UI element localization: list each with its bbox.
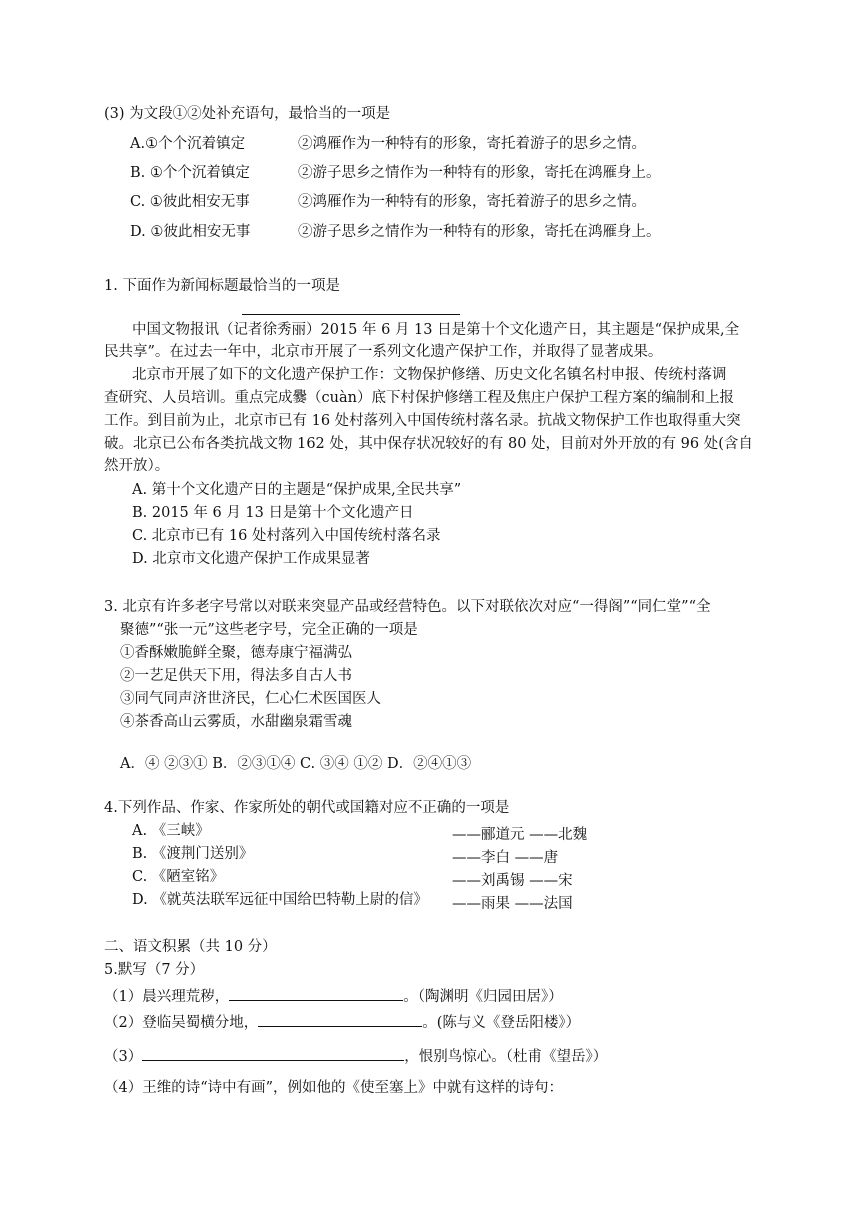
passage-line: 破。北京已公布各类抗战文物 162 处，其中保存状况较好的有 80 处，目前对外开放的有 96 处(含自: [104, 436, 753, 452]
fill-blank[interactable]: [142, 1046, 404, 1061]
q4-row-a-author: ——郦道元 ——北魏: [452, 827, 588, 843]
dictation-prefix: （1）晨兴理荒秽，: [104, 989, 230, 1005]
question-stem: (3) 为文段①②处补充语句，最恰当的一项是: [104, 106, 391, 122]
option-c-text: ②鸿雁作为一种特有的形象，寄托着游子的思乡之情。: [298, 194, 646, 210]
fill-blank[interactable]: [229, 986, 403, 1001]
section-heading: 二、语文积累（共 10 分）: [104, 939, 277, 955]
option-b-text: ②游子思乡之情作为一种特有的形象，寄托在鸿雁身上。: [298, 165, 661, 181]
dictation-item-1: [104, 986, 563, 1006]
q4-row-a-work: A. 《三峡》: [132, 823, 210, 839]
q3-stem-line1: 3. 北京有许多老字号常以对联来突显产品或经营特色。以下对联依次对应“一得阁”“同仁堂”“全: [104, 599, 711, 615]
q3-stem-line2: 聚德”“张一元”这些老字号，完全正确的一项是: [120, 622, 418, 638]
q4-stem: 4.下列作品、作家、作家所处的朝代或国籍对应不正确的一项是: [104, 800, 510, 816]
dictation-item-4: （4）王维的诗“诗中有画”，例如他的《使至塞上》中就有这样的诗句：: [104, 1080, 564, 1096]
q1-option-c: C. 北京市已有 16 处村落列入中国传统村落名录: [132, 528, 441, 544]
couplet-2: ②一艺足供天下用，得法多自古人书: [120, 668, 352, 684]
dictation-suffix: 。(陈与义《登岳阳楼》）: [422, 1015, 581, 1031]
couplet-4: ④茶香高山云雾质，水甜幽泉霜雪魂: [120, 714, 352, 730]
q4-row-b-work: B. 《渡荆门送别》: [132, 846, 254, 862]
q1-option-a: A. 第十个文化遗产日的主题是“保护成果,全民共享”: [132, 482, 462, 498]
dictation-item-2: [104, 1012, 580, 1032]
option-c-label: C. ①彼此相安无事: [130, 194, 250, 210]
q4-row-c-work: C. 《陋室铭》: [132, 869, 225, 885]
passage-line: 北京市开展了如下的文化遗产保护工作：文物保护修缮、历史文化名镇名村申报、传统村落调: [132, 367, 727, 383]
q1-option-b: B. 2015 年 6 月 13 日是第十个文化遗产日: [132, 505, 414, 521]
passage-line: 查研究、人员培训。重点完成爨（cuàn）底下村保护修缮工程及焦庄户保护工程方案的编制和上报: [104, 390, 734, 406]
couplet-1: ①香酥嫩脆鲜全聚，德寿康宁福满弘: [120, 645, 352, 661]
dictation-suffix: 。（陶渊明《归园田居》）: [403, 989, 563, 1005]
option-d-text: ②游子思乡之情作为一种特有的形象，寄托在鸿雁身上。: [298, 224, 661, 240]
dictation-prefix: （3）: [104, 1049, 143, 1065]
dictation-prefix: （2）登临吴蜀横分地，: [104, 1015, 259, 1031]
passage-line: 然开放）。: [104, 458, 170, 474]
q1-stem: 1. 下面作为新闻标题最恰当的一项是: [104, 278, 340, 294]
option-d-label: D. ①彼此相安无事: [130, 224, 251, 240]
passage-line: 民共享”。在过去一年中，北京市开展了一系列文化遗产保护工作，并取得了显著成果。: [104, 344, 663, 360]
passage-line: 中国文物报讯（记者徐秀丽）2015 年 6 月 13 日是第十个文化遗产日，其主题是“保护成果,全: [132, 322, 740, 338]
q4-row-d-work: D. 《就英法联军远征中国给巴特勒上尉的信》: [132, 892, 428, 908]
q5-stem: 5.默写（7 分）: [104, 962, 205, 978]
fill-blank[interactable]: [258, 1012, 422, 1027]
q4-row-c-author: ——刘禹锡 ——宋: [452, 873, 573, 889]
option-b-label: B. ①个个沉着镇定: [130, 165, 250, 181]
q4-row-b-author: ——李白 ——唐: [452, 850, 559, 866]
option-a-text: ②鸿雁作为一种特有的形象，寄托着游子的思乡之情。: [298, 136, 646, 152]
q1-option-d: D. 北京市文化遗产保护工作成果显著: [132, 551, 370, 567]
dictation-suffix: ，恨别鸟惊心。（杜甫《望岳》）: [404, 1049, 608, 1065]
dictation-item-3: [104, 1046, 607, 1066]
title-answer-line: [242, 314, 460, 315]
q4-row-d-author: ——雨果 ——法国: [452, 896, 573, 912]
couplet-3: ③同气同声济世济民，仁心仁术医国医人: [120, 691, 381, 707]
option-a-label: A.①个个沉着镇定: [130, 136, 246, 152]
q3-answer-options: A．④ ②③① B．②③①④ C. ③④ ①② D．②④①③: [120, 756, 472, 772]
passage-line: 工作。到目前为止，北京市已有 16 处村落列入中国传统村落名录。抗战文物保护工作也取得重大突: [104, 413, 741, 429]
